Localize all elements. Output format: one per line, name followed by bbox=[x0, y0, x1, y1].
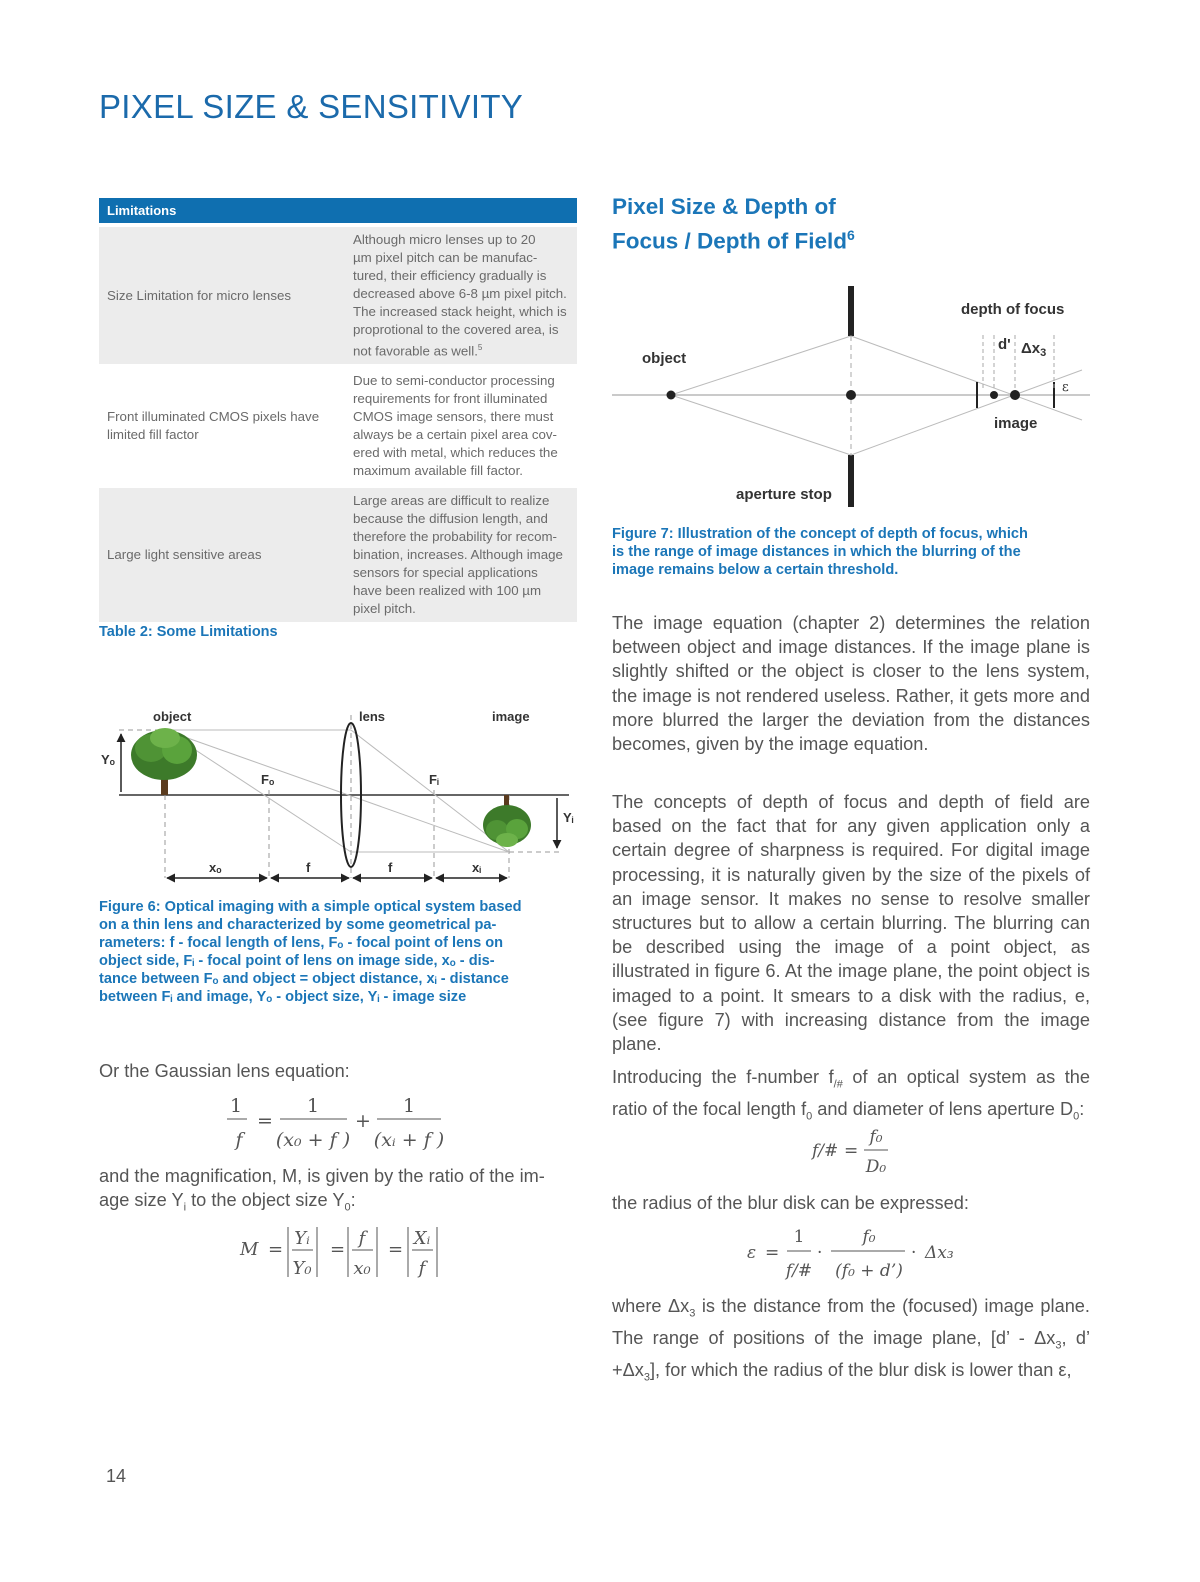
gaussian-lens-equation bbox=[225, 1090, 455, 1160]
svg-text:f₀: f₀ bbox=[862, 1227, 876, 1247]
svg-text:=: = bbox=[257, 1110, 273, 1132]
svg-text:=: = bbox=[844, 1141, 859, 1161]
fig6-label-xo: xₒ bbox=[209, 860, 222, 875]
gaussian-intro: Or the Gaussian lens equation: bbox=[99, 1061, 350, 1081]
svg-text:Δx₃: Δx₃ bbox=[925, 1243, 954, 1263]
svg-text:D₀: D₀ bbox=[865, 1157, 887, 1177]
figure-6-caption: Figure 6: Optical imaging with a simple optical system based on a thin lens and characterized by some geometrical pa- rameters: f - focal length of lens, Fₒ - focal point of lens on object side, Fᵢ - focal point of lens on image side, xₒ - dis- tance between Fₒ and object = object distance, xᵢ - distance between Fᵢ and image, Yₒ - object size, Yᵢ - image size bbox=[99, 899, 522, 1005]
section-heading: Pixel Size & Depth of Focus / Depth of Field$^6$ bbox=[612, 194, 855, 254]
fig6-label-image: image bbox=[492, 709, 530, 724]
fig6-label-f2: f bbox=[388, 860, 393, 875]
image-tree-icon bbox=[483, 795, 531, 847]
row-description: Although micro lenses up to 20 µm pixel pitch can be manufac- tured, their efficiency gradually is decreased above 6-8 µm pixel pitch. The increased stack height, which is proprotional to the covered area, is not favorable as well.$^5$ bbox=[338, 227, 577, 364]
fig7-label-object: object bbox=[642, 350, 687, 367]
blur-disk-intro: the radius of the blur disk can be expressed: bbox=[612, 1193, 969, 1213]
fig6-label-lens: lens bbox=[359, 709, 386, 724]
object-tree-icon bbox=[131, 728, 197, 795]
svg-text:f₀: f₀ bbox=[869, 1127, 883, 1147]
table-row bbox=[99, 488, 577, 622]
svg-text:(x₀ + f ): (x₀ + f ) bbox=[275, 1129, 351, 1151]
svg-text:f: f bbox=[235, 1129, 243, 1151]
page-title: PIXEL SIZE & SENSITIVITY bbox=[99, 88, 524, 125]
svg-text:f/#: f/# bbox=[812, 1141, 839, 1161]
fig7-label-aperture-stop: aperture stop bbox=[736, 486, 832, 503]
fig6-label-f1: f bbox=[306, 860, 311, 875]
svg-text:1: 1 bbox=[793, 1227, 805, 1247]
svg-text:(xᵢ + f ): (xᵢ + f ) bbox=[373, 1129, 445, 1151]
blur-radius-equation bbox=[745, 1222, 965, 1284]
fig7-label-epsilon: ε bbox=[1062, 380, 1069, 395]
svg-text:1: 1 bbox=[229, 1095, 243, 1117]
svg-text:·: · bbox=[911, 1243, 917, 1263]
svg-text:·: · bbox=[817, 1243, 823, 1263]
footnote-marker: 5 bbox=[477, 343, 483, 352]
svg-text:1: 1 bbox=[306, 1095, 320, 1117]
f-number-equation bbox=[810, 1120, 900, 1180]
svg-text:=: = bbox=[268, 1239, 284, 1260]
fig7-label-image: image bbox=[994, 415, 1038, 432]
svg-text:=: = bbox=[765, 1243, 780, 1263]
svg-text:Xᵢ: Xᵢ bbox=[413, 1228, 431, 1249]
paragraph-f-number: Introducing the f-number $f_{/\#}$ of an optical system as the ratio of the focal length $f_0$ and diameter of lens aperture $D_0$: bbox=[612, 1067, 1090, 1123]
row-description: Due to semi-conductor processing requirements for front illuminated CMOS image sensors, there must always be a certain pixel area cov- ered with metal, which reduces the maximum available fill factor. bbox=[353, 373, 558, 479]
table-header: Limitations bbox=[99, 198, 577, 223]
magnification-paragraph: and the magnification, M, is given by the ratio of the im- age size $Y_i$ to the object size $Y_0$: bbox=[99, 1166, 545, 1214]
magnification-equation bbox=[238, 1222, 448, 1282]
svg-text:ε: ε bbox=[747, 1243, 757, 1263]
fig7-label-dx3: $\Delta x_3$ bbox=[1021, 340, 1047, 359]
svg-text:=: = bbox=[388, 1239, 404, 1260]
table-row bbox=[99, 227, 577, 364]
svg-text:+: + bbox=[355, 1110, 371, 1132]
fig7-label-d: d' bbox=[998, 336, 1011, 353]
fig7-label-depth-of-focus: depth of focus bbox=[961, 301, 1065, 318]
row-label: Large light sensitive areas bbox=[99, 488, 338, 622]
fig6-label-fi: Fᵢ bbox=[429, 772, 439, 787]
figure-7-depth-of-focus bbox=[612, 280, 1090, 510]
svg-text:=: = bbox=[330, 1239, 346, 1260]
fig6-label-yi: Yᵢ bbox=[563, 810, 574, 825]
svg-text:M: M bbox=[240, 1239, 259, 1260]
svg-text:Yᵢ: Yᵢ bbox=[294, 1228, 310, 1249]
svg-text:x₀: x₀ bbox=[353, 1258, 371, 1279]
fig6-label-fo: Fₒ bbox=[261, 772, 275, 787]
table-caption: Table 2: Some Limitations bbox=[99, 624, 278, 640]
svg-text:f/#: f/# bbox=[785, 1261, 813, 1281]
fig6-label-yo: Yₒ bbox=[101, 752, 116, 767]
svg-text:1: 1 bbox=[402, 1095, 416, 1117]
paragraph-image-plane-range: where $\Delta x_3$ is the distance from the (focused) image plane. The range of positions of the image plane, [d’ - $\Delta x_3$, d’ $+\Delta x_3$], for which the radius of the blur disk is lower than ε, bbox=[612, 1296, 1090, 1384]
table-row bbox=[99, 368, 577, 484]
figure-7-caption: Figure 7: Illustration of the concept of depth of focus, which is the range of image distances in which the blurring of the image remains below a certain threshold. bbox=[612, 526, 1028, 578]
row-description: Large areas are difficult to realize because the diffusion length, and therefore the probability for recom- bination, increases. Although image sensors for special applications have been realized with 100 µm pixel pitch. bbox=[338, 488, 577, 622]
limitations-table bbox=[99, 198, 577, 622]
svg-text:f: f bbox=[418, 1258, 426, 1279]
figure-6-optical-imaging bbox=[99, 700, 579, 890]
paragraph-image-equation: The image equation (chapter 2) determines the relation between object and image distances. If the image plane is slightly shifted or the object is closer to the lens system, the image is not rendered useless. Rather, it gets more and more blurred the larger the deviation from the distances becomes, given by the image equation. bbox=[612, 613, 1090, 755]
svg-text:(f₀ + d’): (f₀ + d’) bbox=[835, 1261, 903, 1281]
page-number: 14 bbox=[106, 1466, 127, 1486]
svg-text:f: f bbox=[358, 1228, 366, 1249]
row-label: Size Limitation for micro lenses bbox=[99, 227, 338, 364]
fig6-label-xi: xᵢ bbox=[472, 860, 482, 875]
row-label: Front illuminated CMOS pixels have limited fill factor bbox=[107, 409, 320, 443]
fig6-label-object: object bbox=[153, 709, 192, 724]
svg-text:Y₀: Y₀ bbox=[292, 1258, 312, 1279]
paragraph-depth-concepts: The concepts of depth of focus and depth of field are based on the fact that for any given application only a certain degree of sharpness is required. For digital image processing, it is naturally given by the size of the pixels of an image sensor. It makes no sense to resolve smaller structures but to allow a certain blurring. The blurring can be described using the image of a point object, as illustrated in figure 6. At the image plane, the point object is imaged to a point. It smears to a disk with the radius, e, (see figure 7) with increasing distance from the image plane. bbox=[612, 792, 1090, 1055]
